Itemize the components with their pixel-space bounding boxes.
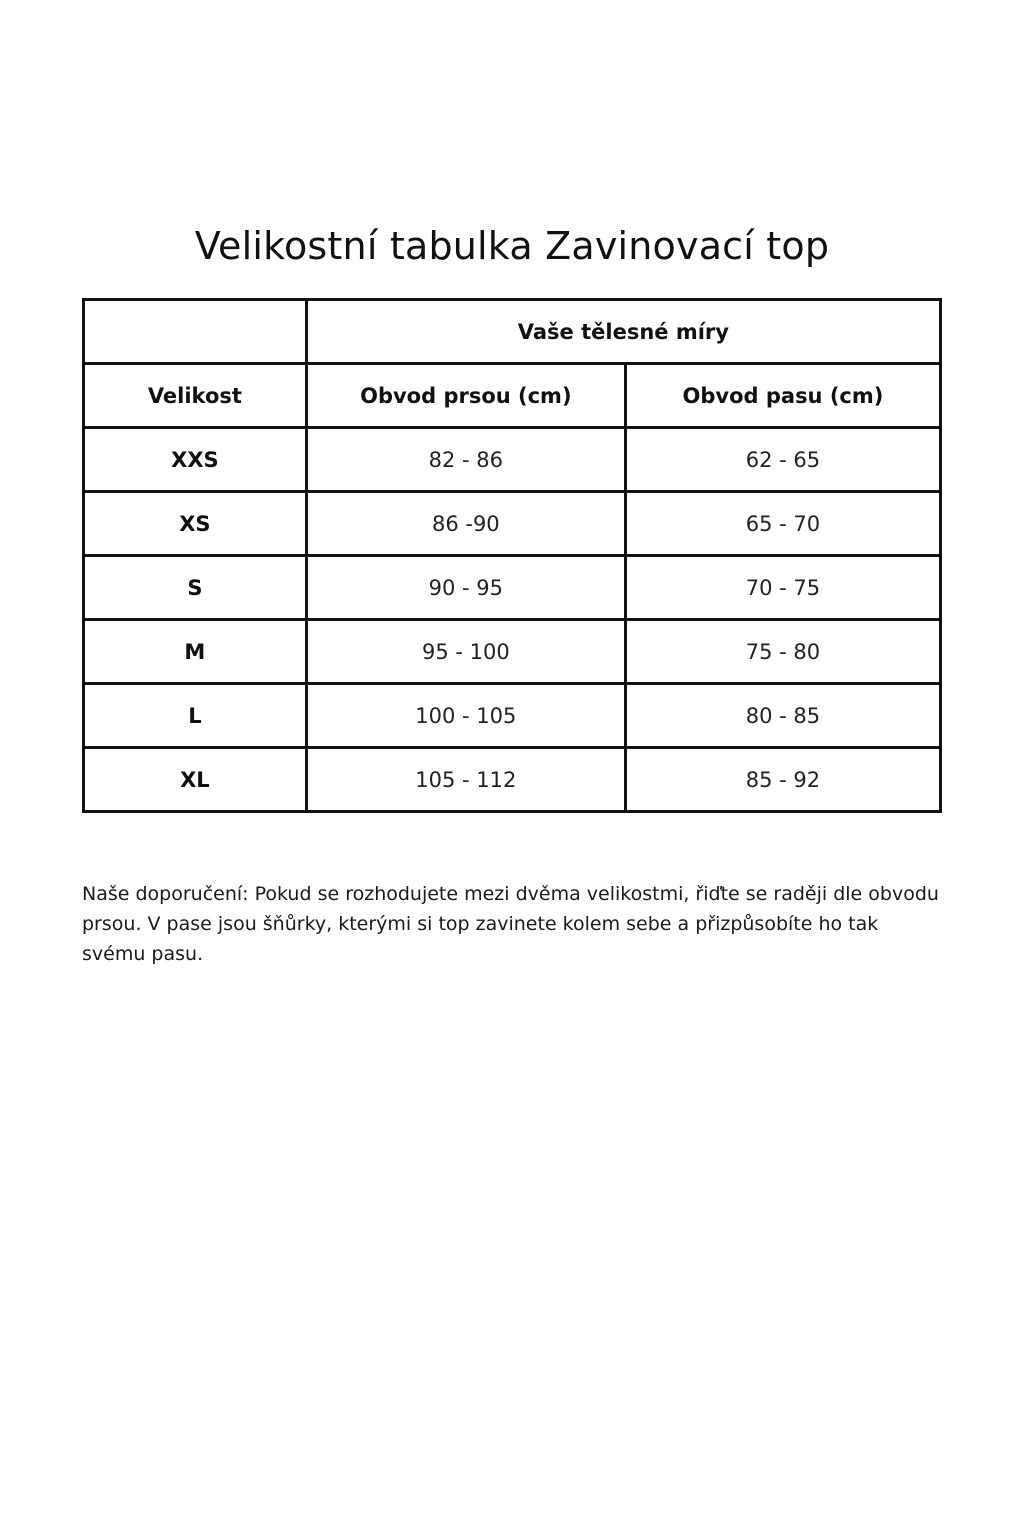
table-group-header: Vaše tělesné míry [306, 300, 940, 364]
waist-cell: 70 - 75 [625, 556, 940, 620]
size-cell: XS [84, 492, 307, 556]
table-row [84, 492, 941, 556]
waist-cell: 80 - 85 [625, 684, 940, 748]
bust-cell: 82 - 86 [306, 428, 625, 492]
table-row [84, 620, 941, 684]
waist-cell: 65 - 70 [625, 492, 940, 556]
size-cell: XL [84, 748, 307, 812]
column-header-waist: Obvod pasu (cm) [625, 364, 940, 428]
page-title: Velikostní tabulka Zavinovací top [194, 224, 830, 268]
column-header-bust: Obvod prsou (cm) [306, 364, 625, 428]
waist-cell: 75 - 80 [625, 620, 940, 684]
size-table [82, 298, 942, 813]
size-cell: XXS [84, 428, 307, 492]
recommendation-note: Naše doporučení: Pokud se rozhodujete mezi dvěma velikostmi, řiďte se raději dle obvodu prsou. V pase jsou šňůrky, kterými si top zavinete kolem sebe a přizpůsobíte ho tak svému pasu. [82, 883, 939, 965]
table-row [84, 684, 941, 748]
bust-cell: 86 -90 [306, 492, 625, 556]
table-group-header-row [84, 300, 941, 364]
bust-cell: 95 - 100 [306, 620, 625, 684]
column-header-size: Velikost [84, 364, 307, 428]
table-header-row [84, 364, 941, 428]
bust-cell: 100 - 105 [306, 684, 625, 748]
table-row [84, 428, 941, 492]
table-empty-corner-cell [84, 300, 307, 364]
table-row [84, 748, 941, 812]
table-row [84, 556, 941, 620]
size-cell: M [84, 620, 307, 684]
waist-cell: 62 - 65 [625, 428, 940, 492]
bust-cell: 105 - 112 [306, 748, 625, 812]
size-cell: L [84, 684, 307, 748]
size-cell: S [84, 556, 307, 620]
bust-cell: 90 - 95 [306, 556, 625, 620]
waist-cell: 85 - 92 [625, 748, 940, 812]
